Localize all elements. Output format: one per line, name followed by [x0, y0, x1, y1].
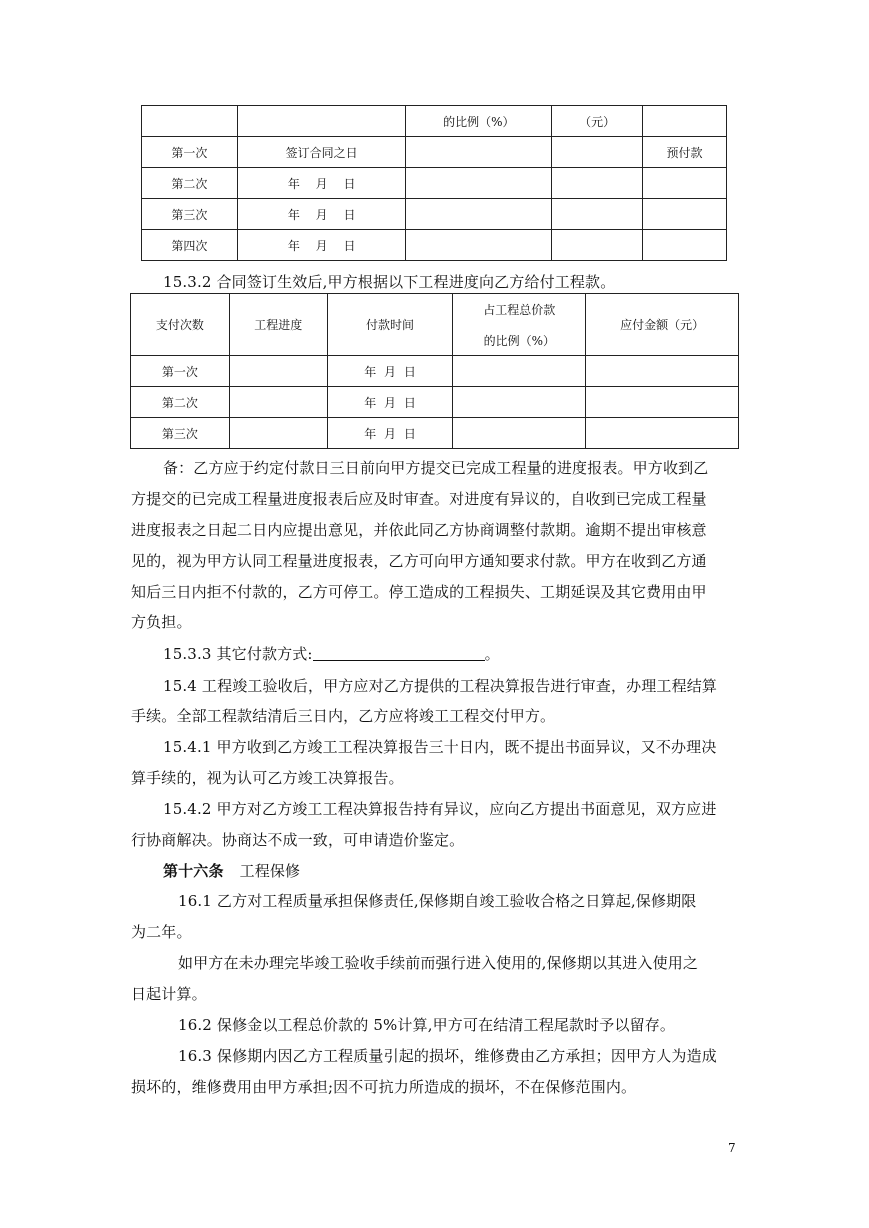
table-cell: 第二次 [131, 387, 230, 418]
table-header-row [131, 294, 739, 356]
table-cell [406, 199, 552, 230]
clause-16-3-line: 16.3 保修期内因乙方工程质量引起的损坏，维修费由乙方承担；因甲方人为造成 [178, 1047, 717, 1065]
table-cell: 第四次 [142, 230, 238, 261]
table-cell [453, 387, 586, 418]
table-header-cell: 付款时间 [327, 294, 453, 356]
table-header-cell [453, 294, 586, 356]
table-cell [237, 106, 406, 137]
blank-underline [313, 645, 485, 661]
table-cell [453, 418, 586, 449]
note-line: 进度报表之日起二日内应提出意见，并依此同乙方协商调整付款期。逾期不提出审核意 [131, 521, 707, 539]
date-cell: 年 月 日 [327, 387, 453, 418]
table-cell [142, 106, 238, 137]
clause-15-4-1-line: 算手续的，视为认可乙方竣工决算报告。 [131, 769, 404, 787]
clause-15-3-3 [163, 644, 741, 664]
table-row [142, 199, 727, 230]
note-line: 见的，视为甲方认同工程量进度报表，乙方可向甲方通知要求付款。甲方在收到乙方通 [131, 552, 707, 570]
table-cell: 签订合同之日 [237, 137, 406, 168]
table-cell: （元） [552, 106, 643, 137]
table-row [142, 168, 727, 199]
table-cell [643, 199, 727, 230]
date-cell: 年 月 日 [237, 230, 406, 261]
clause-15-4-line: 15.4 工程竣工验收后，甲方应对乙方提供的工程决算报告进行审查，办理工程结算 [163, 677, 718, 695]
table-header-cell: 工程进度 [229, 294, 327, 356]
table-cell [586, 387, 739, 418]
date-cell: 年 月 日 [237, 168, 406, 199]
note-line: 知后三日内拒不付款的，乙方可停工。停工造成的工程损失、工期延误及其它费用由甲 [131, 583, 707, 601]
table-cell [552, 137, 643, 168]
table-cell: 第一次 [131, 356, 230, 387]
article-number: 第十六条 [163, 862, 224, 880]
clause-16-2: 16.2 保修金以工程总价款的 5%计算,甲方可在结清工程尾款时予以留存。 [178, 1016, 676, 1034]
clause-15-4-2-line: 行协商解决。协商达不成一致，可申请造价鉴定。 [131, 831, 465, 849]
table-row [142, 137, 727, 168]
table-header-cell: 应付金额（元） [586, 294, 739, 356]
date-cell: 年 月 日 [237, 199, 406, 230]
table-cell [643, 230, 727, 261]
table-cell [643, 106, 727, 137]
table-cell: 的比例（%） [406, 106, 552, 137]
clause-16-1-line: 16.1 乙方对工程质量承担保修责任,保修期自竣工验收合格之日算起,保修期限 [178, 892, 697, 910]
table-cell [229, 387, 327, 418]
table-cell [406, 137, 552, 168]
table-cell [552, 199, 643, 230]
table-row [131, 387, 739, 418]
clause-15-4-line: 手续。全部工程款结清后三日内，乙方应将竣工工程交付甲方。 [131, 707, 556, 725]
table-cell [586, 356, 739, 387]
header-line: 的比例（%） [483, 333, 555, 348]
table-cell [453, 356, 586, 387]
table-cell [406, 230, 552, 261]
clause-end: 。 [484, 645, 500, 663]
table-cell: 第一次 [142, 137, 238, 168]
table-cell [643, 168, 727, 199]
table-cell [229, 356, 327, 387]
table-cell: 预付款 [643, 137, 727, 168]
note-line: 方负担。 [131, 613, 192, 631]
clause-15-3-2: 15.3.2 合同签订生效后,甲方根据以下工程进度向乙方给付工程款。 [163, 273, 616, 291]
clause-label: 15.3.3 其它付款方式: [163, 645, 313, 663]
page-number: 7 [728, 1141, 736, 1155]
table-cell: 第三次 [142, 199, 238, 230]
note-line: 备：乙方应于约定付款日三日前向甲方提交已完成工程量的进度报表。甲方收到乙 [163, 459, 709, 477]
clause-15-4-2-line: 15.4.2 甲方对乙方竣工工程决算报告持有异议，应向乙方提出书面意见，双方应进 [163, 800, 717, 818]
clause-16-3-line: 损坏的，维修费用由甲方承担;因不可抗力所造成的损坏，不在保修范围内。 [131, 1078, 637, 1096]
clause-15-4-1-line: 15.4.1 甲方收到乙方竣工工程决算报告三十日内，既不提出书面异议，又不办理决 [163, 738, 717, 756]
article-title: 工程保修 [239, 862, 301, 880]
date-cell: 年 月 日 [327, 356, 453, 387]
table-cell [586, 418, 739, 449]
note-line: 方提交的已完成工程量进度报表后应及时审查。对进度有异议的，自收到已完成工程量 [131, 490, 707, 508]
table-cell [552, 168, 643, 199]
table-row [142, 230, 727, 261]
table-header-cell: 支付次数 [131, 294, 230, 356]
clause-16-1b-line: 如甲方在未办理完毕竣工验收手续前而强行进入使用的,保修期以其进入使用之 [178, 954, 699, 972]
table-row [131, 356, 739, 387]
table-row [142, 106, 727, 137]
clause-16-1b-line: 日起计算。 [131, 985, 207, 1003]
clause-16-1-line: 为二年。 [131, 923, 192, 941]
table-cell [406, 168, 552, 199]
table-cell [552, 230, 643, 261]
payment-schedule-table-2 [130, 293, 739, 449]
table-cell: 第三次 [131, 418, 230, 449]
table-cell: 第二次 [142, 168, 238, 199]
article-16-heading [163, 861, 741, 881]
payment-schedule-table-1 [141, 105, 727, 261]
table-row [131, 418, 739, 449]
header-line: 占工程总价款 [483, 302, 556, 317]
date-cell: 年 月 日 [327, 418, 453, 449]
table-cell [229, 418, 327, 449]
